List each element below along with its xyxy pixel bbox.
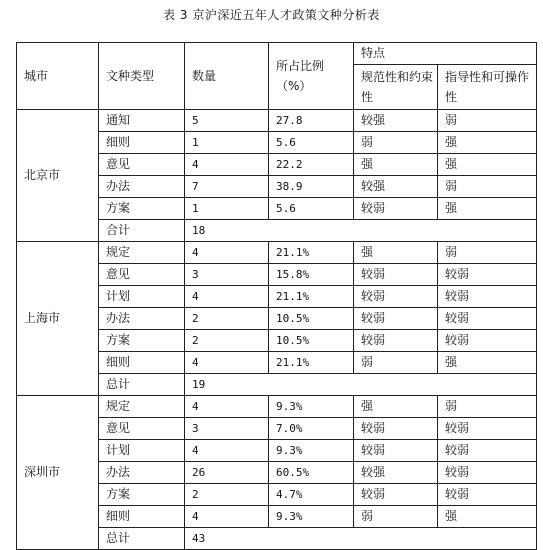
doc-type-cell: 方案 [99,198,185,220]
doc-type-cell: 计划 [99,286,185,308]
policy-analysis-table [16,42,537,550]
normative-cell: 较强 [354,462,438,484]
ratio-cell: 21.1% [269,242,354,264]
normative-cell: 较弱 [354,286,438,308]
header-row-1 [17,43,537,65]
count-cell: 4 [185,286,269,308]
total-value: 43 [185,528,537,550]
normative-cell: 强 [354,396,438,418]
header-count: 数量 [185,43,269,110]
normative-cell: 较弱 [354,440,438,462]
guidance-cell: 较弱 [438,440,537,462]
guidance-cell: 弱 [438,176,537,198]
count-cell: 3 [185,264,269,286]
doc-type-cell: 意见 [99,264,185,286]
normative-cell: 较强 [354,176,438,198]
count-cell: 26 [185,462,269,484]
ratio-cell: 21.1% [269,352,354,374]
header-features: 特点 [354,43,537,65]
guidance-cell: 较弱 [438,330,537,352]
city-shanghai: 上海市 [17,242,99,396]
guidance-cell: 强 [438,506,537,528]
ratio-cell: 21.1% [269,286,354,308]
doc-type-cell: 办法 [99,176,185,198]
doc-type-cell: 通知 [99,110,185,132]
guidance-cell: 弱 [438,242,537,264]
count-cell: 2 [185,308,269,330]
ratio-cell: 27.8 [269,110,354,132]
doc-type-cell: 计划 [99,440,185,462]
header-guidance: 指导性和可操作性 [438,65,537,110]
header-ratio: 所占比例（%） [269,43,354,110]
guidance-cell: 较弱 [438,418,537,440]
count-cell: 4 [185,440,269,462]
total-value: 18 [185,220,537,242]
ratio-cell: 9.3% [269,396,354,418]
ratio-cell: 7.0% [269,418,354,440]
normative-cell: 较弱 [354,330,438,352]
total-label: 总计 [99,528,185,550]
doc-type-cell: 规定 [99,396,185,418]
count-cell: 1 [185,198,269,220]
count-cell: 2 [185,484,269,506]
normative-cell: 弱 [354,132,438,154]
normative-cell: 较弱 [354,264,438,286]
normative-cell: 较弱 [354,308,438,330]
normative-cell: 较弱 [354,198,438,220]
doc-type-cell: 细则 [99,352,185,374]
normative-cell: 弱 [354,506,438,528]
guidance-cell: 强 [438,154,537,176]
doc-type-cell: 方案 [99,484,185,506]
guidance-cell: 强 [438,198,537,220]
ratio-cell: 5.6 [269,198,354,220]
count-cell: 5 [185,110,269,132]
count-cell: 4 [185,352,269,374]
doc-type-cell: 方案 [99,330,185,352]
guidance-cell: 较弱 [438,462,537,484]
normative-cell: 强 [354,154,438,176]
ratio-cell: 9.3% [269,506,354,528]
guidance-cell: 较弱 [438,308,537,330]
count-cell: 1 [185,132,269,154]
count-cell: 2 [185,330,269,352]
guidance-cell: 强 [438,132,537,154]
total-label: 总计 [99,374,185,396]
count-cell: 3 [185,418,269,440]
total-label: 合计 [99,220,185,242]
guidance-cell: 较弱 [438,484,537,506]
doc-type-cell: 办法 [99,462,185,484]
count-cell: 7 [185,176,269,198]
guidance-cell: 较弱 [438,286,537,308]
normative-cell: 较弱 [354,418,438,440]
header-doc-type: 文种类型 [99,43,185,110]
total-value: 19 [185,374,537,396]
count-cell: 4 [185,242,269,264]
guidance-cell: 强 [438,352,537,374]
ratio-cell: 5.6 [269,132,354,154]
ratio-cell: 4.7% [269,484,354,506]
doc-type-cell: 规定 [99,242,185,264]
table-title: 表 3 京沪深近五年人才政策文种分析表 [163,8,380,22]
ratio-cell: 15.8% [269,264,354,286]
normative-cell: 弱 [354,352,438,374]
table-row [17,110,537,132]
guidance-cell: 弱 [438,396,537,418]
ratio-cell: 10.5% [269,330,354,352]
doc-type-cell: 意见 [99,418,185,440]
count-cell: 4 [185,154,269,176]
normative-cell: 较强 [354,110,438,132]
normative-cell: 较弱 [354,484,438,506]
count-cell: 4 [185,506,269,528]
doc-type-cell: 细则 [99,506,185,528]
table-row [17,396,537,418]
city-shenzhen: 深圳市 [17,396,99,550]
header-normative: 规范性和约束性 [354,65,438,110]
header-city: 城市 [17,43,99,110]
ratio-cell: 60.5% [269,462,354,484]
doc-type-cell: 意见 [99,154,185,176]
ratio-cell: 38.9 [269,176,354,198]
doc-type-cell: 办法 [99,308,185,330]
table-row [17,242,537,264]
guidance-cell: 较弱 [438,264,537,286]
normative-cell: 强 [354,242,438,264]
guidance-cell: 弱 [438,110,537,132]
doc-type-cell: 细则 [99,132,185,154]
ratio-cell: 22.2 [269,154,354,176]
ratio-cell: 10.5% [269,308,354,330]
count-cell: 4 [185,396,269,418]
city-beijing: 北京市 [17,110,99,242]
ratio-cell: 9.3% [269,440,354,462]
